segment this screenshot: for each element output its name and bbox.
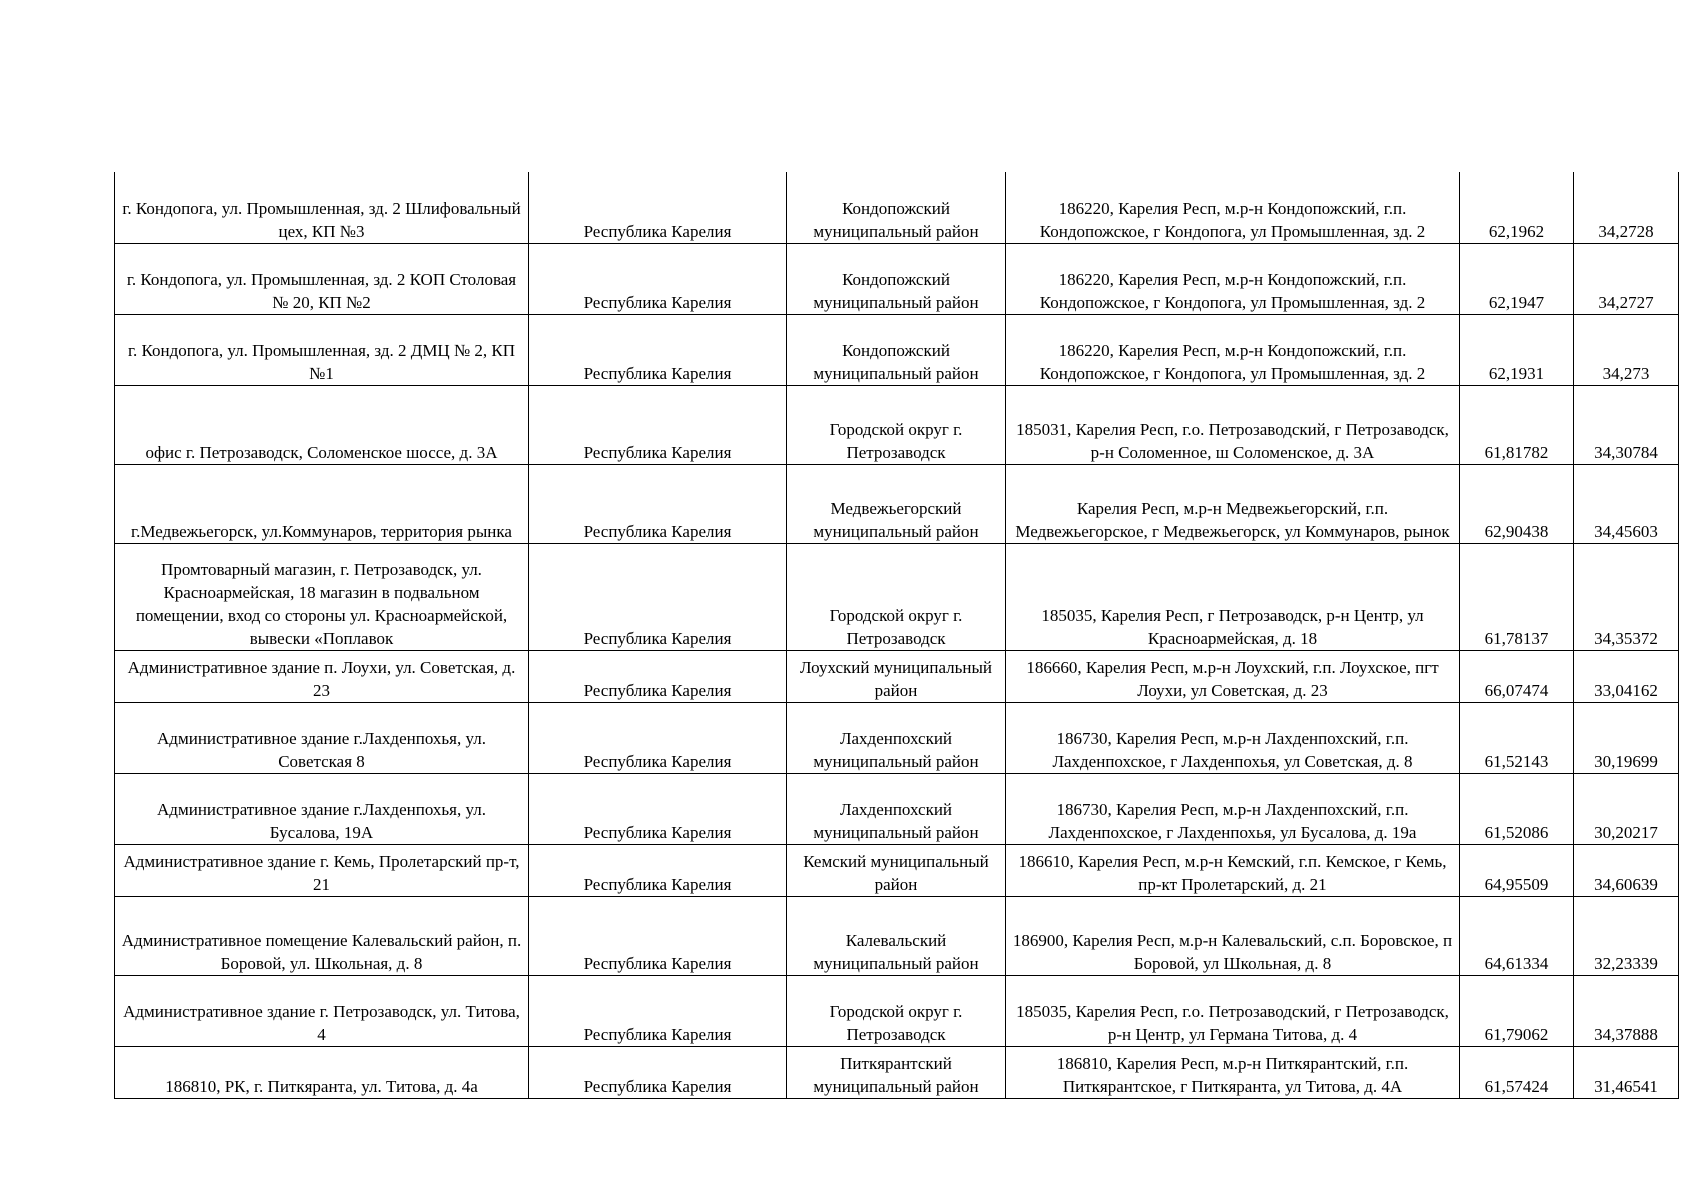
latitude-cell: 61,57424 [1460,1046,1574,1098]
longitude-cell: 34,37888 [1574,975,1679,1046]
table-row [115,844,1679,896]
address-cell: 185031, Карелия Респ, г.о. Петрозаводский, г Петрозаводск, р-н Соломенное, ш Соломенское, д. 3А [1006,385,1460,464]
region-cell: Республика Карелия [529,314,787,385]
latitude-cell: 61,52143 [1460,702,1574,773]
longitude-cell: 34,30784 [1574,385,1679,464]
address-cell: 186810, Карелия Респ, м.р-н Питкярантский, г.п. Питкярантское, г Питкяранта, ул Титова, д. 4А [1006,1046,1460,1098]
latitude-cell: 62,1931 [1460,314,1574,385]
longitude-cell: 34,273 [1574,314,1679,385]
region-cell: Республика Карелия [529,702,787,773]
address-cell: 186220, Карелия Респ, м.р-н Кондопожский, г.п. Кондопожское, г Кондопога, ул Промышленная, зд. 2 [1006,243,1460,314]
longitude-cell: 34,35372 [1574,543,1679,650]
location-name-cell: Административное здание г.Лахденпохья, ул. Бусалова, 19А [115,773,529,844]
table-row [115,543,1679,650]
latitude-cell: 61,79062 [1460,975,1574,1046]
region-cell: Республика Карелия [529,464,787,543]
region-cell: Республика Карелия [529,650,787,702]
location-name-cell: г. Кондопога, ул. Промышленная, зд. 2 КОП Столовая № 20, КП №2 [115,243,529,314]
location-name-cell: 186810, РК, г. Питкяранта, ул. Титова, д. 4а [115,1046,529,1098]
latitude-cell: 64,61334 [1460,896,1574,975]
location-name-cell: Административное здание г. Петрозаводск, ул. Титова, 4 [115,975,529,1046]
region-cell: Республика Карелия [529,1046,787,1098]
longitude-cell: 31,46541 [1574,1046,1679,1098]
table-row [115,702,1679,773]
district-cell: Калевальский муниципальный район [787,896,1006,975]
address-cell: 186610, Карелия Респ, м.р-н Кемский, г.п. Кемское, г Кемь, пр-кт Пролетарский, д. 21 [1006,844,1460,896]
registry-table-body [115,172,1679,1098]
latitude-cell: 62,1962 [1460,172,1574,243]
district-cell: Городской округ г. Петрозаводск [787,543,1006,650]
table-row [115,243,1679,314]
address-cell: 185035, Карелия Респ, г Петрозаводск, р-н Центр, ул Красноармейская, д. 18 [1006,543,1460,650]
district-cell: Городской округ г. Петрозаводск [787,385,1006,464]
registry-table [114,172,1679,1099]
region-cell: Республика Карелия [529,543,787,650]
latitude-cell: 61,78137 [1460,543,1574,650]
district-cell: Медвежьегорский муниципальный район [787,464,1006,543]
address-cell: Карелия Респ, м.р-н Медвежьегорский, г.п. Медвежьегорское, г Медвежьегорск, ул Коммунаров, рынок [1006,464,1460,543]
longitude-cell: 33,04162 [1574,650,1679,702]
district-cell: Кондопожский муниципальный район [787,172,1006,243]
location-name-cell: Административное здание г.Лахденпохья, ул. Советская 8 [115,702,529,773]
longitude-cell: 34,60639 [1574,844,1679,896]
address-cell: 186900, Карелия Респ, м.р-н Калевальский, с.п. Боровское, п Боровой, ул Школьная, д. 8 [1006,896,1460,975]
latitude-cell: 61,52086 [1460,773,1574,844]
district-cell: Кондопожский муниципальный район [787,314,1006,385]
table-row [115,773,1679,844]
region-cell: Республика Карелия [529,172,787,243]
address-cell: 185035, Карелия Респ, г.о. Петрозаводский, г Петрозаводск, р-н Центр, ул Германа Титова, д. 4 [1006,975,1460,1046]
address-cell: 186730, Карелия Респ, м.р-н Лахденпохский, г.п. Лахденпохское, г Лахденпохья, ул Бусалова, д. 19а [1006,773,1460,844]
table-row [115,314,1679,385]
location-name-cell: офис г. Петрозаводск, Соломенское шоссе, д. 3А [115,385,529,464]
district-cell: Городской округ г. Петрозаводск [787,975,1006,1046]
longitude-cell: 34,45603 [1574,464,1679,543]
latitude-cell: 61,81782 [1460,385,1574,464]
longitude-cell: 34,2728 [1574,172,1679,243]
location-name-cell: г. Кондопога, ул. Промышленная, зд. 2 ДМЦ № 2, КП №1 [115,314,529,385]
address-cell: 186730, Карелия Респ, м.р-н Лахденпохский, г.п. Лахденпохское, г Лахденпохья, ул Советская, д. 8 [1006,702,1460,773]
address-cell: 186660, Карелия Респ, м.р-н Лоухский, г.п. Лоухское, пгт Лоухи, ул Советская, д. 23 [1006,650,1460,702]
location-name-cell: Административное помещение Калевальский район, п. Боровой, ул. Школьная, д. 8 [115,896,529,975]
address-cell: 186220, Карелия Респ, м.р-н Кондопожский, г.п. Кондопожское, г Кондопога, ул Промышленная, зд. 2 [1006,314,1460,385]
table-row [115,172,1679,243]
location-name-cell: Административное здание г. Кемь, Пролетарский пр-т, 21 [115,844,529,896]
region-cell: Республика Карелия [529,385,787,464]
latitude-cell: 62,1947 [1460,243,1574,314]
table-row [115,975,1679,1046]
table-row [115,385,1679,464]
longitude-cell: 30,19699 [1574,702,1679,773]
region-cell: Республика Карелия [529,844,787,896]
district-cell: Лахденпохский муниципальный район [787,773,1006,844]
district-cell: Лахденпохский муниципальный район [787,702,1006,773]
region-cell: Республика Карелия [529,773,787,844]
district-cell: Кемский муниципальный район [787,844,1006,896]
table-row [115,1046,1679,1098]
location-name-cell: г.Медвежьегорск, ул.Коммунаров, территория рынка [115,464,529,543]
location-name-cell: Промтоварный магазин, г. Петрозаводск, ул. Красноармейская, 18 магазин в подвальном помещении, вход со стороны ул. Красноармейской, вывески «Поплавок [115,543,529,650]
table-row [115,896,1679,975]
address-cell: 186220, Карелия Респ, м.р-н Кондопожский, г.п. Кондопожское, г Кондопога, ул Промышленная, зд. 2 [1006,172,1460,243]
region-cell: Республика Карелия [529,896,787,975]
longitude-cell: 32,23339 [1574,896,1679,975]
district-cell: Кондопожский муниципальный район [787,243,1006,314]
longitude-cell: 30,20217 [1574,773,1679,844]
longitude-cell: 34,2727 [1574,243,1679,314]
location-name-cell: Административное здание п. Лоухи, ул. Советская, д. 23 [115,650,529,702]
location-name-cell: г. Кондопога, ул. Промышленная, зд. 2 Шлифовальный цех, КП №3 [115,172,529,243]
district-cell: Лоухский муниципальный район [787,650,1006,702]
latitude-cell: 62,90438 [1460,464,1574,543]
table-row [115,650,1679,702]
region-cell: Республика Карелия [529,975,787,1046]
district-cell: Питкярантский муниципальный район [787,1046,1006,1098]
latitude-cell: 66,07474 [1460,650,1574,702]
region-cell: Республика Карелия [529,243,787,314]
latitude-cell: 64,95509 [1460,844,1574,896]
table-row [115,464,1679,543]
